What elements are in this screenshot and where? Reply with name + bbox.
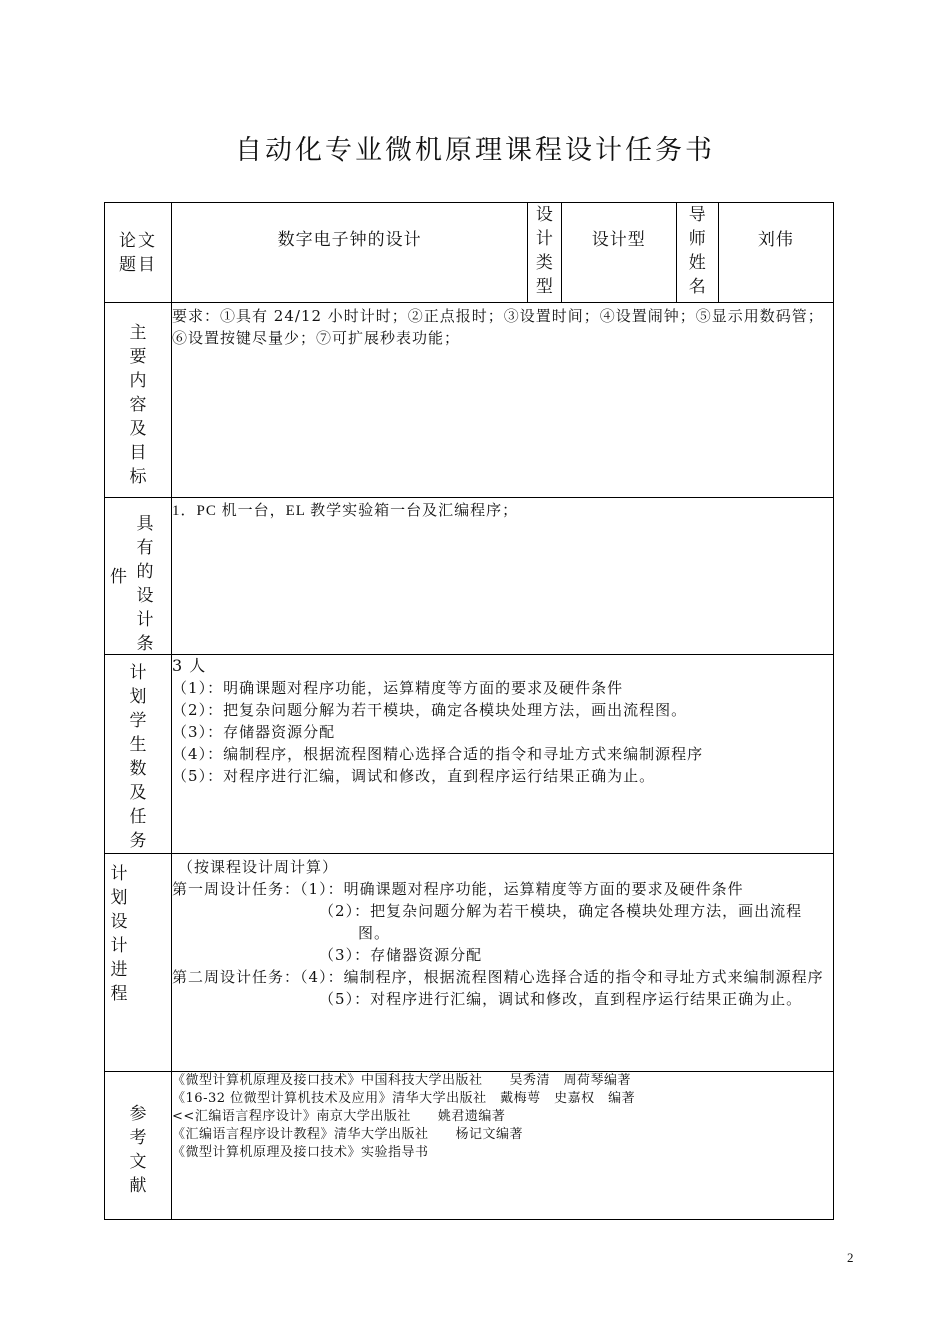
students-tasks-content bbox=[172, 655, 834, 854]
row-references bbox=[105, 1072, 834, 1220]
page-title: 自动化专业微机原理课程设计任务书 bbox=[235, 135, 715, 166]
main-content-label: 主 要 内 容 及 目 标 bbox=[129, 323, 147, 487]
label-design-type bbox=[528, 203, 562, 303]
main-content-text: 要求：①具有 24/12 小时计时；②正点报时；③设置时间；④设置闹钟；⑤显示用数码管；⑥设置按键尽量少；⑦可扩展秒表功能； bbox=[172, 303, 834, 498]
label-design-conditions bbox=[105, 498, 172, 655]
reference-item: <<汇编语言程序设计》南京大学出版社 姚君遗编著 bbox=[172, 1109, 506, 1124]
student-count: 3 人 bbox=[172, 656, 207, 675]
design-type-value: 设计型 bbox=[561, 203, 676, 303]
schedule-label: 计 划 设 计 进 程 bbox=[110, 864, 128, 1004]
task-item: （2）：把复杂问题分解为若干模块，确定各模块处理方法，画出流程图。 bbox=[172, 701, 688, 719]
label-references bbox=[105, 1072, 172, 1220]
students-tasks-label: 计 划 学 生 数 及 任 务 bbox=[129, 663, 147, 851]
task-item: （3）：存储器资源分配 bbox=[172, 723, 336, 741]
row-thesis-title bbox=[105, 203, 834, 303]
schedule-line bbox=[172, 966, 833, 988]
schedule-note: （按课程设计周计算） bbox=[178, 858, 339, 876]
schedule-item: （4）：编制程序，根据流程图精心选择合适的指令和寻址方式来编制源程序 bbox=[300, 968, 824, 986]
advisor-name: 刘伟 bbox=[718, 203, 833, 303]
schedule-item: （5）：对程序进行汇编，调试和修改，直到程序运行结果正确为止。 bbox=[319, 990, 803, 1008]
label-schedule bbox=[105, 854, 172, 1072]
schedule-item: （1）：明确课题对程序功能，运算精度等方面的要求及硬件条件 bbox=[300, 880, 744, 898]
row-design-conditions bbox=[105, 498, 834, 655]
label-main-content bbox=[105, 303, 172, 498]
schedule-item: （3）：存储器资源分配 bbox=[319, 946, 483, 964]
references-label: 参 考 文 献 bbox=[129, 1104, 147, 1196]
reference-item: 《微型计算机原理及接口技术》中国科技大学出版社 吴秀清 周荷琴编著 bbox=[172, 1073, 632, 1088]
week1-label: 第一周设计任务： bbox=[172, 880, 301, 898]
design-conditions-label-side: 件 bbox=[110, 567, 127, 587]
task-item: （5）：对程序进行汇编，调试和修改，直到程序运行结果正确为止。 bbox=[172, 767, 656, 785]
thesis-title-label: 论文 题目 bbox=[119, 230, 158, 275]
schedule-line bbox=[172, 878, 833, 900]
label-students-tasks bbox=[105, 655, 172, 854]
design-conditions-text: 1．PC 机一台，EL 教学实验箱一台及汇编程序； bbox=[172, 498, 834, 655]
page-number: 2 bbox=[847, 1250, 854, 1265]
thesis-topic: 数字电子钟的设计 bbox=[172, 203, 528, 303]
row-students-tasks bbox=[105, 655, 834, 854]
references-list bbox=[172, 1072, 834, 1220]
advisor-label: 导 师 姓 名 bbox=[688, 205, 706, 297]
reference-item: 《16-32 位微型计算机技术及应用》清华大学出版社 戴梅萼 史嘉权 编著 bbox=[172, 1091, 636, 1106]
schedule-line bbox=[172, 900, 833, 966]
schedule-line bbox=[172, 988, 833, 1010]
row-main-content bbox=[105, 303, 834, 498]
design-type-label: 设 计 类 型 bbox=[535, 205, 553, 297]
schedule-item: （2）：把复杂问题分解为若干模块，确定各模块处理方法，画出流程图。 bbox=[319, 902, 803, 942]
task-table bbox=[104, 202, 834, 1220]
schedule-content bbox=[172, 854, 834, 1072]
label-thesis-title bbox=[105, 203, 172, 303]
design-conditions-label: 具 有 的 设 计 条 bbox=[136, 514, 154, 654]
reference-item: 《汇编语言程序设计教程》清华大学出版社 杨记文编著 bbox=[172, 1127, 524, 1142]
reference-item: 《微型计算机原理及接口技术》实验指导书 bbox=[172, 1145, 429, 1160]
week2-label: 第二周设计任务： bbox=[172, 968, 301, 986]
task-item: （4）：编制程序，根据流程图精心选择合适的指令和寻址方式来编制源程序 bbox=[172, 745, 704, 763]
row-schedule bbox=[105, 854, 834, 1072]
task-item: （1）：明确课题对程序功能，运算精度等方面的要求及硬件条件 bbox=[172, 679, 624, 697]
label-advisor bbox=[676, 203, 718, 303]
